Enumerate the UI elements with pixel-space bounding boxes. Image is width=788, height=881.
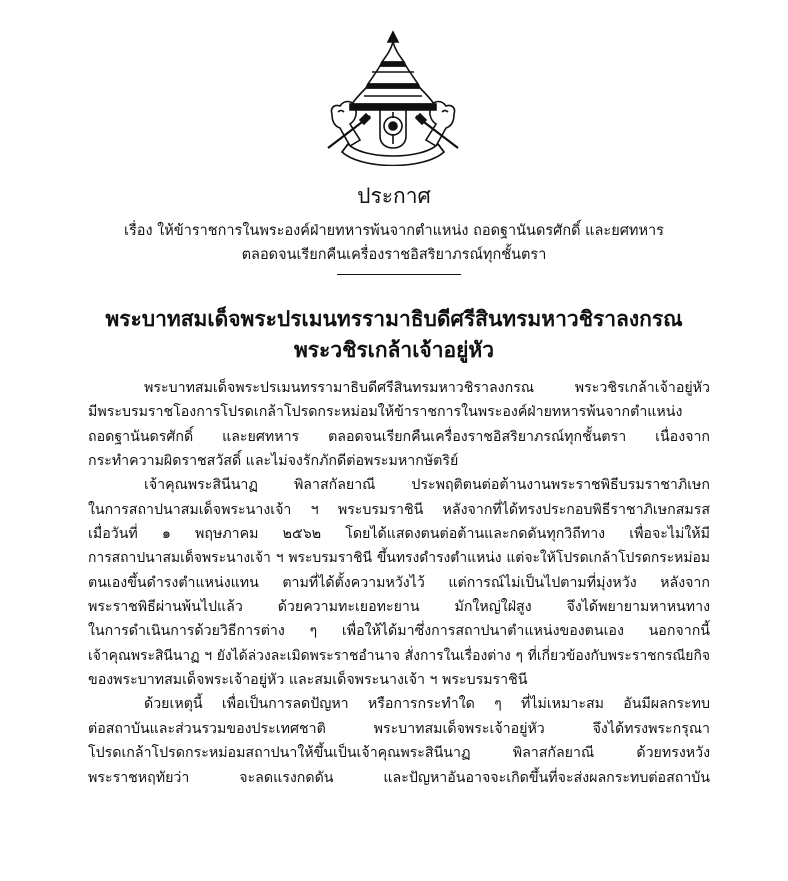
king-title [0, 304, 788, 366]
body-line: มีพระบรมราชโองการโปรดเกล้าโปรดกระหม่อมให้ข้าราชการในพระองค์ฝ่ายทหารพ้นจากตำแหน่ง [88, 404, 683, 421]
body-line: เจ้าคุณพระสินีนาฏ พิลาสกัลยาณี ประพฤติตนต่อต้านงานพระราชพิธีบรมราชาภิเษก [144, 477, 710, 494]
body-line: ต่อสถาบันและส่วนรวมของประเทศชาติ พระบาทสมเด็จพระเจ้าอยู่หัว จึงได้ทรงพระกรุณา [88, 720, 710, 737]
king-title-line: พระบาทสมเด็จพระปรเมนทรรามาธิบดีศรีสินทรมหาวชิราลงกรณ [105, 307, 683, 331]
body-line: ของพระบาทสมเด็จพระเจ้าอยู่หัว และสมเด็จพระนางเจ้า ฯ พระบรมราชินี [88, 672, 528, 689]
announcement-heading: ประกาศ [357, 184, 431, 208]
announcement-body [88, 376, 710, 790]
body-line: ด้วยเหตุนี้ เพื่อเป็นการลดปัญหา หรือการกระทำใด ๆ ที่ไม่เหมาะสม อันมีผลกระทบ [144, 696, 710, 713]
subject-line: ตลอดจนเรียกคืนเครื่องราชอิสริยาภรณ์ทุกชั้นตรา [241, 247, 547, 263]
body-line: โปรดเกล้าโปรดกระหม่อมสถาปนาให้ขึ้นเป็นเจ้าคุณพระสินีนาฏ พิลาสกัลยาณี ด้วยทรงหวัง [88, 745, 710, 762]
body-line: พระราชหฤทัยว่า จะลดแรงกดดัน และปัญหาอันอาจจะเกิดขึ้นที่จะส่งผลกระทบต่อสถาบัน [88, 769, 710, 786]
body-line: การสถาปนาสมเด็จพระนางเจ้า ฯ พระบรมราชินี ขึ้นทรงดำรงตำแหน่ง แต่จะให้โปรดเกล้าโปรดกระหม่อม [88, 550, 710, 567]
body-line: พระบาทสมเด็จพระปรเมนทรรามาธิบดีศรีสินทรมหาวชิราลงกรณ พระวชิรเกล้าเจ้าอยู่หัว [144, 380, 710, 396]
body-line: กระทำความผิดราชสวัสดิ์ และไม่จงรักภักดีต่อพระมหากษัตริย์ [88, 453, 459, 470]
body-line: เมื่อวันที่ ๑ พฤษภาคม ๒๕๖๒ โดยได้แสดงตนต่อต้านและกดดันทุกวิถีทาง เพื่อจะไม่ให้มี [88, 526, 710, 543]
king-title-line: พระวชิรเกล้าเจ้าอยู่หัว [293, 338, 495, 362]
royal-emblem-icon [320, 28, 466, 166]
subject-line: เรื่อง ให้ข้าราชการในพระองค์ฝ่ายทหารพ้นจากตำแหน่ง ถอดฐานันดรศักดิ์ และยศทหาร [124, 223, 664, 239]
body-line: ในการสถาปนาสมเด็จพระนางเจ้า ฯ พระบรมราชินี หลังจากที่ได้ทรงประกอบพิธีราชาภิเษกสมรส [88, 501, 710, 518]
announcement-subject [0, 219, 788, 267]
body-line: พระราชพิธีผ่านพ้นไปแล้ว ด้วยความทะเยอทะยาน มักใหญ่ใฝ่สูง จึงได้พยายามหาหนทาง [88, 599, 710, 616]
body-line: เจ้าคุณพระสินีนาฏ ฯ ยังได้ล่วงละเมิดพระราชอำนาจ สั่งการในเรื่องต่าง ๆ ที่เกี่ยวข้องกับพระราชกรณียกิจ [88, 647, 710, 664]
body-line: ในการดำเนินการด้วยวิธีการต่าง ๆ เพื่อให้ได้มาซึ่งการสถาปนาตำแหน่งของตนเอง นอกจากนี้ [88, 623, 710, 640]
divider [337, 274, 461, 275]
body-line: ตนเองขึ้นดำรงตำแหน่งแทน ตามที่ได้ตั้งความหวังไว้ แต่การณ์ไม่เป็นไปตามที่มุ่งหวัง หลังจาก [88, 574, 710, 591]
body-line: ถอดฐานันดรศักดิ์ และยศทหาร ตลอดจนเรียกคืนเครื่องราชอิสริยาภรณ์ทุกชั้นตรา เนื่องจาก [88, 428, 710, 445]
